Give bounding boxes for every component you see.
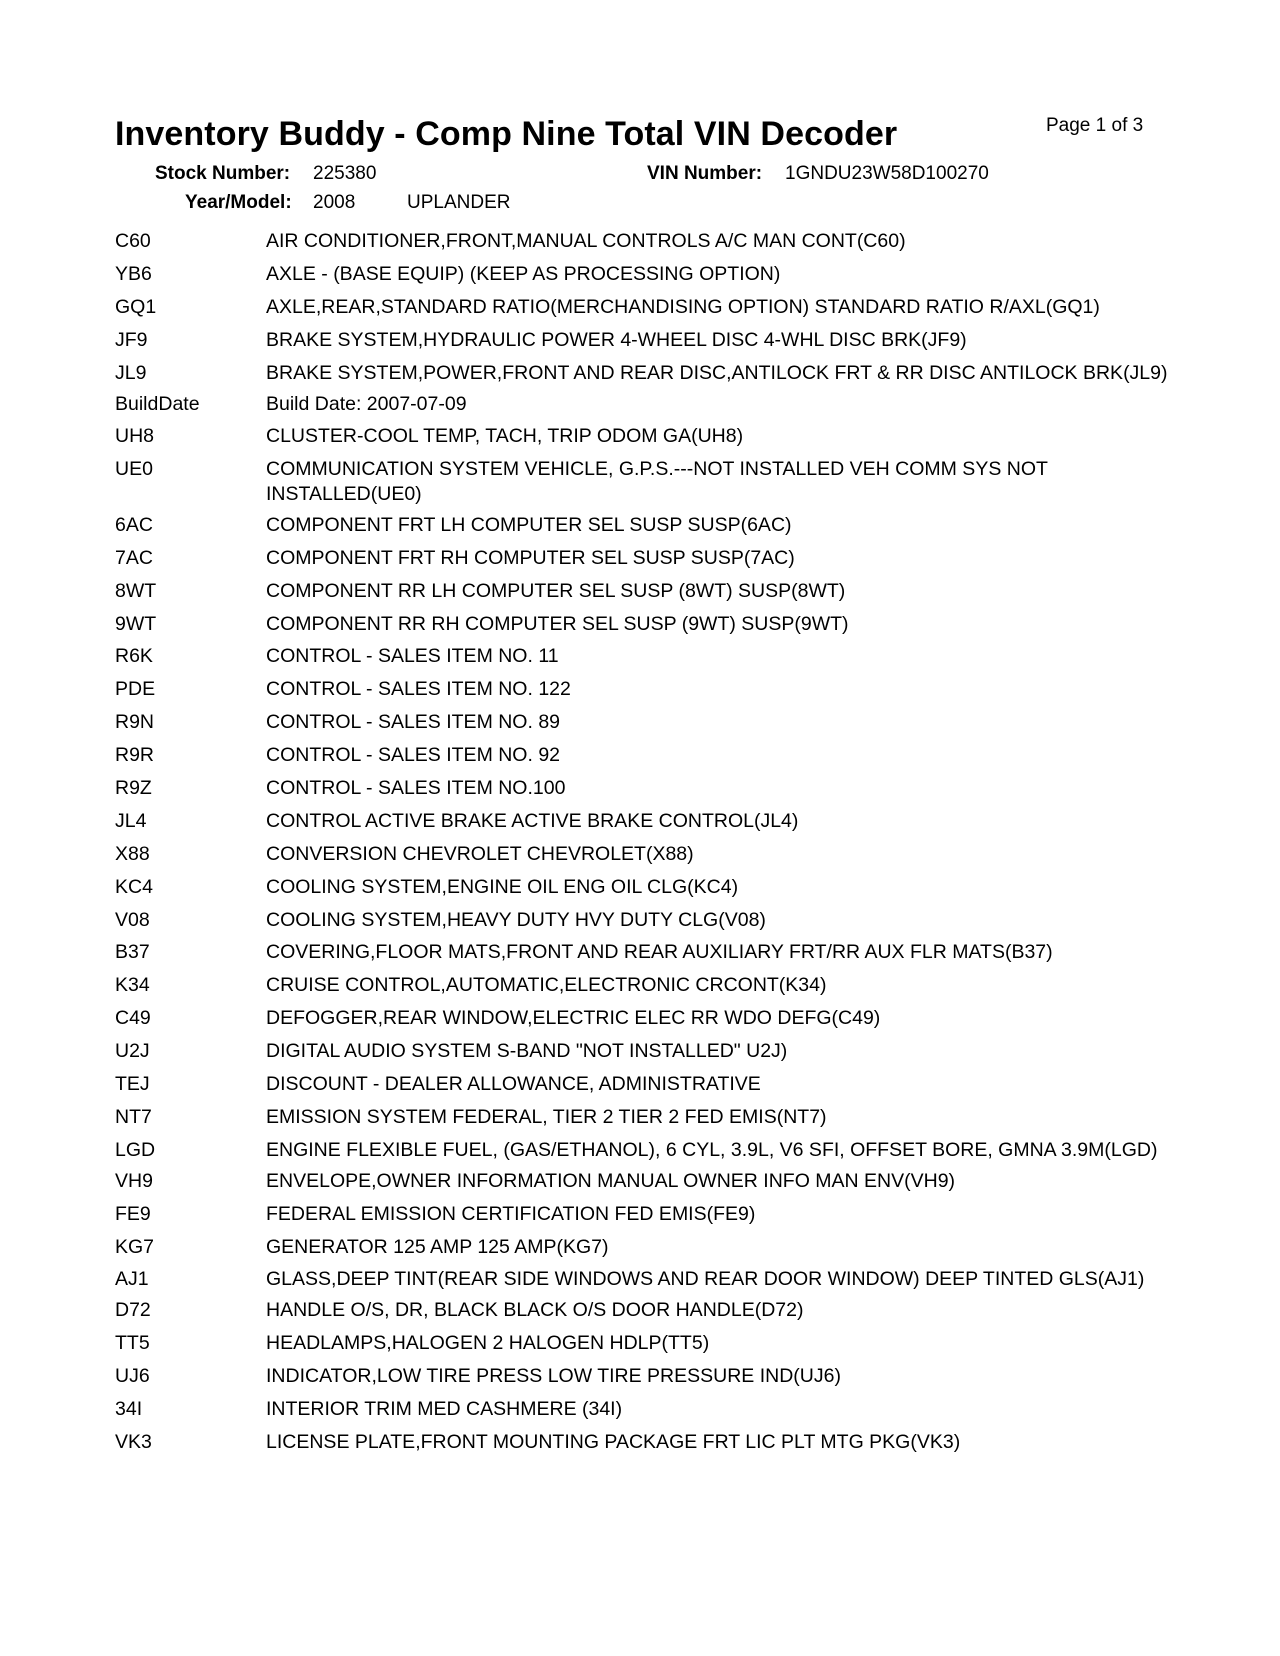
year-value: 2008 (313, 192, 356, 213)
option-code: VK3 (115, 1431, 152, 1453)
option-row (115, 940, 1175, 965)
page-indicator: Page 1 of 3 (1046, 115, 1144, 136)
option-description: AXLE,REAR,STANDARD RATIO(MERCHANDISING OPTION) STANDARD RATIO R/AXL(GQ1) (266, 295, 1100, 318)
stock-number-label (155, 162, 290, 186)
option-description: DIGITAL AUDIO SYSTEM S-BAND "NOT INSTALLED" U2J) (266, 1040, 788, 1063)
vin-label-text: VIN Number: (647, 163, 763, 184)
option-description: COMMUNICATION SYSTEM VEHICLE, G.P.S.---NOT INSTALLED VEH COMM SYS NOT INSTALLED(UE0) (266, 458, 1048, 505)
option-code: FE9 (115, 1202, 151, 1225)
option-description: COMPONENT FRT LH COMPUTER SEL SUSP SUSP(6AC) (266, 513, 792, 536)
option-code: C49 (115, 1007, 151, 1030)
option-description: CONTROL - SALES ITEM NO. 89 (266, 711, 561, 734)
vin-value: 1GNDU23W58D100270 (785, 163, 989, 184)
option-description: HANDLE O/S, DR, BLACK BLACK O/S DOOR HANDLE(D72) (266, 1299, 804, 1322)
option-description: COMPONENT RR RH COMPUTER SEL SUSP (9WT) SUSP(9WT) (266, 612, 849, 635)
option-row (115, 1169, 1175, 1194)
option-description: ENGINE FLEXIBLE FUEL, (GAS/ETHANOL), 6 CYL, 3.9L, V6 SFI, OFFSET BORE, GMNA 3.9M(LGD) (266, 1138, 1158, 1161)
option-row (115, 229, 1175, 254)
option-code: K34 (115, 974, 150, 997)
option-code: TEJ (115, 1072, 150, 1095)
option-code: TT5 (115, 1332, 150, 1355)
options-list (115, 229, 1175, 1463)
option-description: COOLING SYSTEM,ENGINE OIL ENG OIL CLG(KC4) (266, 875, 739, 898)
option-row (115, 1235, 1175, 1260)
option-row (115, 743, 1175, 768)
option-description: Build Date: 2007-07-09 (266, 392, 467, 415)
option-row (115, 1039, 1175, 1064)
stock-number-value: 225380 (313, 163, 377, 184)
model-value: UPLANDER (407, 192, 511, 213)
option-code: UH8 (115, 425, 155, 448)
option-row (115, 875, 1175, 900)
option-row (115, 1298, 1175, 1323)
option-description: BRAKE SYSTEM,POWER,FRONT AND REAR DISC,ANTILOCK FRT & RR DISC ANTILOCK BRK(JL9) (266, 361, 1168, 384)
option-row (115, 361, 1175, 386)
stock-number-label-text: Stock Number: (155, 163, 291, 184)
option-row (115, 644, 1175, 669)
option-description: COMPONENT RR LH COMPUTER SEL SUSP (8WT) SUSP(8WT) (266, 579, 846, 602)
option-description: LICENSE PLATE,FRONT MOUNTING PACKAGE FRT LIC PLT MTG PKG(VK3) (266, 1431, 961, 1453)
option-row (115, 710, 1175, 735)
option-code: VH9 (115, 1169, 153, 1192)
option-description: CONTROL - SALES ITEM NO. 11 (266, 645, 559, 668)
option-row (115, 1072, 1175, 1097)
option-description: COOLING SYSTEM,HEAVY DUTY HVY DUTY CLG(V08) (266, 908, 766, 931)
option-code: PDE (115, 678, 156, 701)
option-description: CONTROL ACTIVE BRAKE ACTIVE BRAKE CONTROL(JL4) (266, 809, 799, 832)
option-row (115, 1364, 1175, 1389)
year-model-label (185, 191, 292, 215)
option-code: KG7 (115, 1235, 155, 1258)
option-code: 34I (115, 1398, 143, 1421)
option-code: NT7 (115, 1105, 152, 1128)
option-description: ENVELOPE,OWNER INFORMATION MANUAL OWNER INFO MAN ENV(VH9) (266, 1169, 956, 1192)
option-description: EMISSION SYSTEM FEDERAL, TIER 2 TIER 2 FED EMIS(NT7) (266, 1105, 827, 1128)
option-description: HEADLAMPS,HALOGEN 2 HALOGEN HDLP(TT5) (266, 1332, 710, 1355)
option-description: CONTROL - SALES ITEM NO.100 (266, 776, 566, 799)
option-row (115, 1202, 1175, 1227)
option-row (115, 295, 1175, 320)
option-row (115, 1430, 1175, 1455)
option-row (115, 677, 1175, 702)
option-row (115, 842, 1175, 867)
option-code: YB6 (115, 262, 152, 285)
option-code: V08 (115, 908, 150, 931)
option-code: C60 (115, 230, 151, 252)
option-code: 9WT (115, 612, 157, 635)
option-row (115, 612, 1175, 637)
option-description: BRAKE SYSTEM,HYDRAULIC POWER 4-WHEEL DISC 4-WHL DISC BRK(JF9) (266, 328, 967, 351)
option-description: INDICATOR,LOW TIRE PRESS LOW TIRE PRESSURE IND(UJ6) (266, 1365, 841, 1388)
option-row (115, 546, 1175, 571)
option-code: 8WT (115, 579, 157, 602)
option-code: D72 (115, 1299, 151, 1322)
option-description: CONVERSION CHEVROLET CHEVROLET(X88) (266, 842, 694, 865)
option-code: KC4 (115, 875, 153, 898)
option-code: R9N (115, 711, 155, 734)
option-code: X88 (115, 842, 150, 865)
option-description: CONTROL - SALES ITEM NO. 122 (266, 678, 571, 701)
option-code: B37 (115, 941, 150, 964)
option-description: DISCOUNT - DEALER ALLOWANCE, ADMINISTRATIVE (266, 1072, 761, 1095)
year-model-label-text: Year/Model: (185, 192, 292, 213)
option-row (115, 262, 1175, 287)
vin-label (647, 162, 762, 186)
option-code: JL4 (115, 809, 147, 832)
option-code: LGD (115, 1138, 156, 1161)
option-description: CLUSTER-COOL TEMP, TACH, TRIP ODOM GA(UH8) (266, 425, 744, 448)
option-description: GENERATOR 125 AMP 125 AMP(KG7) (266, 1235, 609, 1258)
option-row (115, 579, 1175, 604)
option-description: CRUISE CONTROL,AUTOMATIC,ELECTRONIC CRCONT(K34) (266, 974, 827, 997)
option-description: CONTROL - SALES ITEM NO. 92 (266, 744, 561, 767)
option-description: INTERIOR TRIM MED CASHMERE (34I) (266, 1398, 623, 1421)
option-code: GQ1 (115, 295, 157, 318)
option-code: JF9 (115, 328, 148, 351)
option-row (115, 973, 1175, 998)
option-description: AIR CONDITIONER,FRONT,MANUAL CONTROLS A/C MAN CONT(C60) (266, 230, 906, 252)
option-row (115, 513, 1175, 538)
option-row (115, 1331, 1175, 1356)
option-row (115, 457, 1175, 506)
option-code: UJ6 (115, 1365, 150, 1388)
option-row (115, 1138, 1175, 1163)
option-code: JL9 (115, 361, 147, 384)
option-code: U2J (115, 1040, 150, 1063)
option-row (115, 1267, 1175, 1292)
option-row (115, 1397, 1175, 1422)
option-row (115, 776, 1175, 801)
option-row (115, 328, 1175, 353)
option-description: DEFOGGER,REAR WINDOW,ELECTRIC ELEC RR WDO DEFG(C49) (266, 1007, 881, 1030)
option-row (115, 424, 1175, 449)
option-code: R9Z (115, 776, 152, 799)
option-code: R6K (115, 645, 153, 668)
option-row (115, 392, 1175, 417)
option-row (115, 1006, 1175, 1031)
option-code: R9R (115, 744, 155, 767)
option-description: COMPONENT FRT RH COMPUTER SEL SUSP SUSP(7AC) (266, 546, 795, 569)
option-row (115, 1105, 1175, 1130)
option-description: COVERING,FLOOR MATS,FRONT AND REAR AUXILIARY FRT/RR AUX FLR MATS(B37) (266, 941, 1053, 964)
document-title: Inventory Buddy - Comp Nine Total VIN Decoder (115, 115, 898, 153)
option-row (115, 908, 1175, 933)
option-code: BuildDate (115, 392, 200, 415)
option-code: AJ1 (115, 1268, 149, 1291)
option-code: UE0 (115, 458, 153, 481)
option-description: GLASS,DEEP TINT(REAR SIDE WINDOWS AND REAR DOOR WINDOW) DEEP TINTED GLS(AJ1) (266, 1268, 1145, 1291)
option-code: 6AC (115, 513, 153, 536)
option-description: AXLE - (BASE EQUIP) (KEEP AS PROCESSING OPTION) (266, 262, 781, 285)
option-description: FEDERAL EMISSION CERTIFICATION FED EMIS(FE9) (266, 1202, 756, 1225)
option-code: 7AC (115, 546, 153, 569)
option-row (115, 809, 1175, 834)
